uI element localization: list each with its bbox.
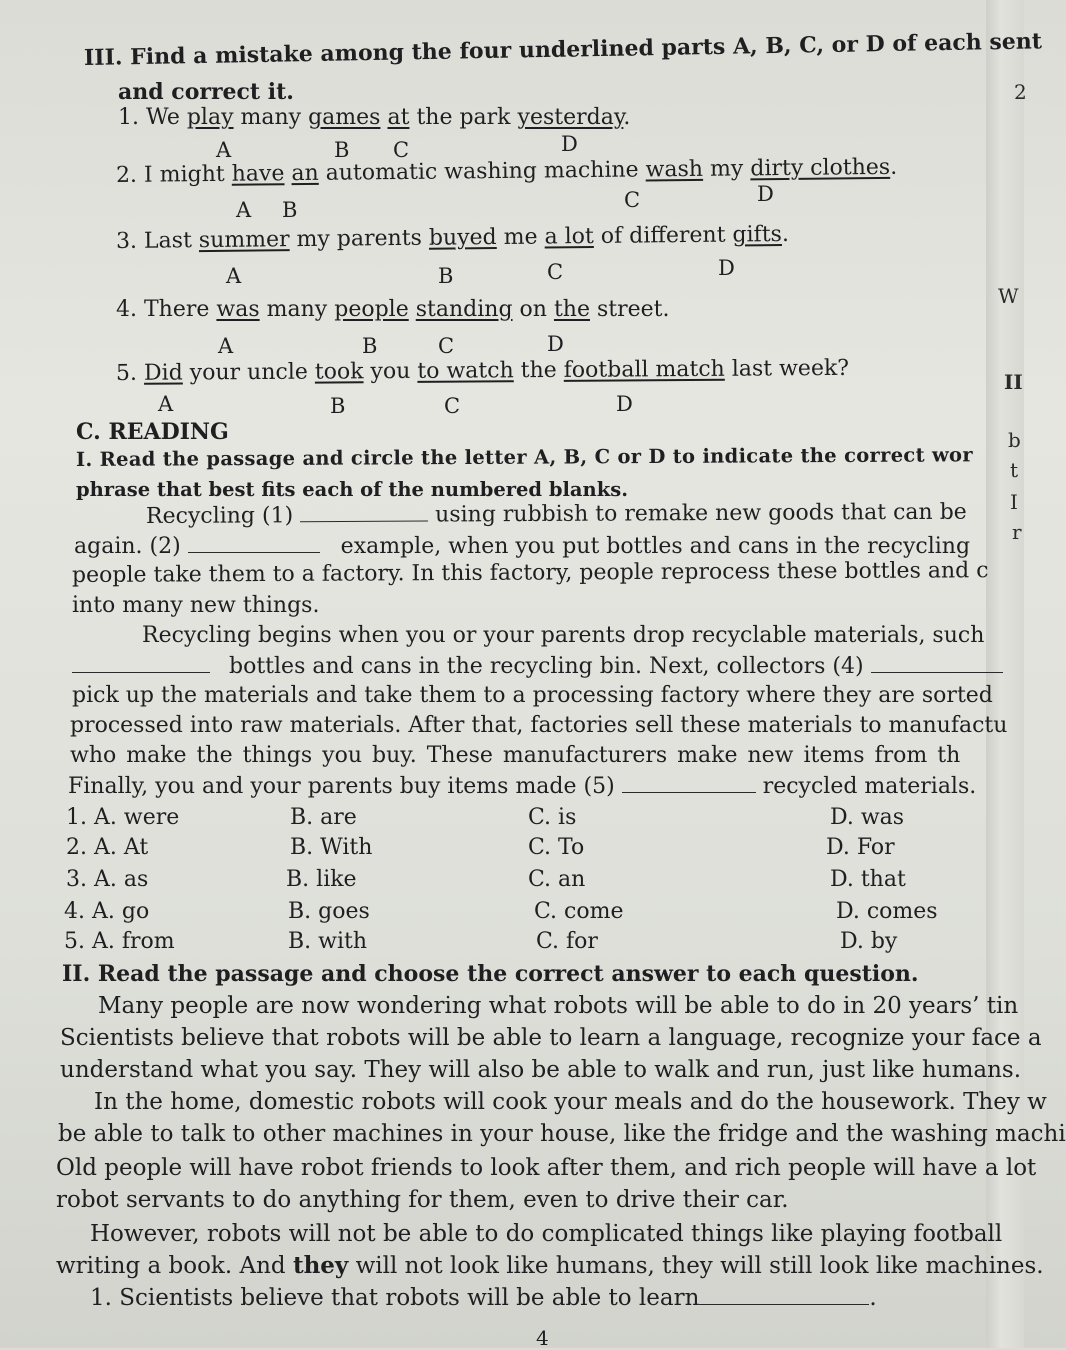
letter-b: B — [330, 394, 346, 418]
option-c: C. To — [528, 835, 585, 860]
passage-line: into many new things. — [72, 593, 320, 618]
blank-1 — [300, 501, 428, 523]
option-row-5: 5. A. from — [64, 929, 175, 954]
blank-3 — [72, 652, 210, 673]
question-4: 4. There was many people standing on the street. — [116, 297, 670, 322]
option-d: D. For — [826, 835, 895, 860]
passage-line: Many people are now wondering what robots will be able to do in 20 years’ tin — [98, 993, 1019, 1019]
option-b: B. with — [288, 929, 368, 954]
passage-line: Old people will have robot friends to look after them, and rich people will have a lot — [56, 1155, 1037, 1181]
letter-c: C — [393, 138, 410, 162]
answer-blank — [699, 1284, 869, 1305]
section-title-cont: and correct it. — [118, 79, 294, 105]
option-c: C. for — [536, 929, 598, 954]
option-c: C. is — [528, 805, 577, 830]
blank-2 — [188, 532, 320, 553]
letter-c: C — [444, 394, 461, 418]
margin-text: II — [1004, 370, 1023, 394]
underlined-part-a: play — [186, 105, 234, 130]
reading-heading: C. READING — [76, 419, 229, 445]
passage-line: bottles and cans in the recycling bin. Next, collectors (4) — [72, 652, 1003, 681]
letter-c: C — [624, 188, 641, 212]
margin-text: t — [1010, 458, 1019, 482]
letter-a: A — [236, 198, 252, 222]
letter-c: C — [438, 334, 455, 358]
letter-a: A — [226, 264, 242, 288]
letter-d: D — [616, 392, 633, 416]
passage-line: pick up the materials and take them to a processing factory where they are sorted — [72, 683, 993, 708]
blank-4 — [871, 652, 1003, 673]
blank-5 — [622, 772, 756, 793]
passage-line: people take them to a factory. In this factory, people reprocess these bottles and c — [71, 558, 989, 588]
letter-a: A — [158, 392, 174, 416]
letter-c: C — [547, 260, 564, 284]
option-b: B. like — [286, 867, 357, 892]
passage-line: robot servants to do anything for them, even to drive their car. — [56, 1187, 789, 1213]
question-5: 5. Did your uncle took you to watch the football match last week? — [115, 355, 850, 386]
letter-d: D — [757, 182, 774, 206]
question-2: 2. I might have an automatic washing machine wash my dirty clothes. — [115, 154, 898, 188]
page-number: 4 — [536, 1326, 549, 1350]
margin-text: I — [1010, 490, 1018, 514]
passage-line: Finally, you and your parents buy items made (5) recycled materials. — [68, 774, 977, 799]
passage-line: again. (2) example, when you put bottles and cans in the recycling — [74, 534, 971, 559]
margin-text: r — [1012, 520, 1022, 544]
passage-line: Scientists believe that robots will be able to learn a language, recognize your face a — [60, 1025, 1042, 1051]
passage-line: Recycling (1) using rubbish to remake new goods that can be — [145, 499, 967, 529]
margin-text: 2 — [1014, 80, 1027, 104]
part1-title-cont: phrase that best fits each of the numbered blanks. — [76, 478, 628, 501]
margin-text: b — [1008, 428, 1021, 452]
option-d: D. by — [840, 929, 898, 954]
option-row-4: 4. A. go — [64, 899, 150, 924]
option-b: B. are — [290, 805, 357, 830]
letter-b: B — [438, 264, 454, 288]
option-d: D. that — [830, 867, 906, 892]
option-row-2: 2. A. At — [66, 835, 149, 860]
question-line: 1. Scientists believe that robots will be able to learn . — [90, 1285, 877, 1311]
option-row-3: 3. A. as — [66, 867, 149, 892]
passage-line: writing a book. And they will not look like humans, they will still look like machines. — [56, 1252, 1044, 1279]
question-1: 1. We play many games at the park yesterday. — [118, 105, 631, 130]
underlined-part-c: at — [387, 105, 410, 130]
letter-b: B — [362, 334, 378, 358]
part2-title: II. Read the passage and choose the correct answer to each question. — [62, 961, 919, 987]
margin-text: W — [998, 284, 1019, 308]
letter-b: B — [334, 138, 350, 162]
option-row-1: 1. A. were — [66, 805, 180, 830]
option-b: B. With — [290, 835, 373, 860]
part1-title: I. Read the passage and circle the letter A, B, C or D to indicate the correct wor — [75, 443, 973, 471]
letter-a: A — [218, 334, 234, 358]
letter-d: D — [561, 132, 578, 156]
passage-line: understand what you say. They will also be able to walk and run, just like humans. — [60, 1057, 1022, 1083]
passage-line: who make the things you buy. These manufacturers make new items from th — [70, 743, 961, 768]
underlined-part-b: games — [308, 105, 381, 130]
option-c: C. an — [528, 867, 586, 892]
option-d: D. comes — [836, 899, 938, 924]
letter-d: D — [718, 256, 735, 280]
underlined-part-d: yesterday — [517, 105, 624, 130]
option-d: D. was — [830, 805, 905, 830]
section-title: III. Find a mistake among the four underlined parts A, B, C, or D of each sent — [83, 28, 1043, 71]
option-c: C. come — [534, 899, 624, 924]
passage-line: be able to talk to other machines in your house, like the fridge and the washing machi — [58, 1121, 1066, 1147]
question-3: 3. Last summer my parents buyed me a lot of different gifts. — [115, 221, 790, 254]
passage-line: However, robots will not be able to do complicated things like playing football — [90, 1221, 1003, 1247]
letter-b: B — [282, 198, 298, 222]
letter-d: D — [547, 332, 564, 356]
option-b: B. goes — [288, 899, 370, 924]
passage-line: processed into raw materials. After that, factories sell these materials to manufactu — [70, 713, 1008, 738]
passage-line: Recycling begins when you or your parents drop recyclable materials, such — [142, 623, 985, 648]
passage-line: In the home, domestic robots will cook your meals and do the housework. They w — [94, 1089, 1047, 1115]
letter-a: A — [216, 138, 232, 162]
